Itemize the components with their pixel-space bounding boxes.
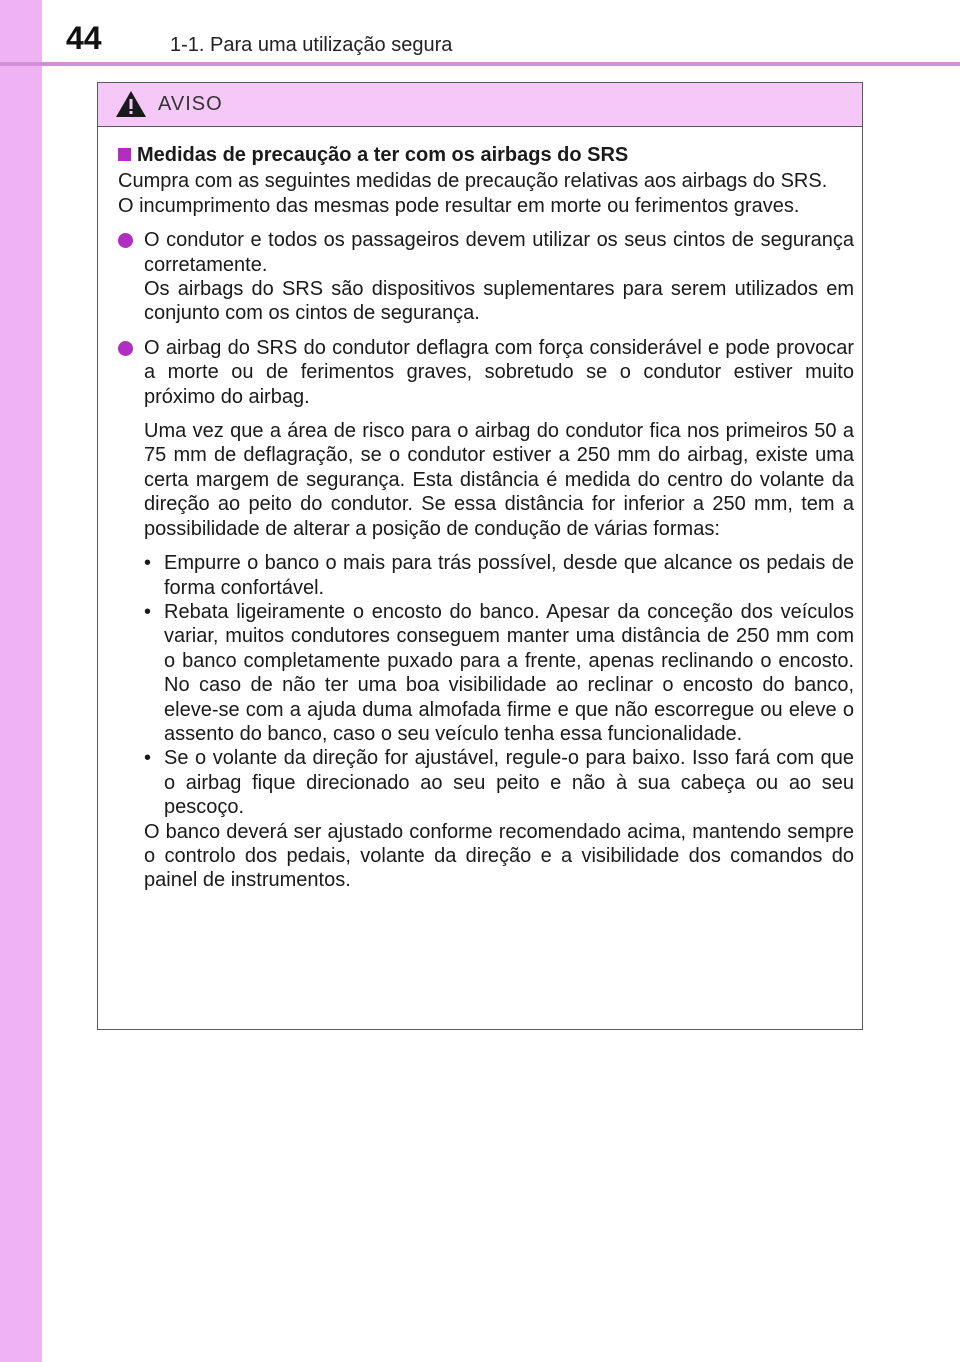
precaution-heading bbox=[118, 143, 854, 167]
precaution-heading-text: Medidas de precaução a ter com os airbags do SRS bbox=[137, 144, 629, 166]
sub-item-1-text: Empurre o banco o mais para trás possível, desde que alcance os pedais de forma confortável. bbox=[164, 552, 854, 599]
intro-line-1: Cumpra com as seguintes medidas de precaução relativas aos airbags do SRS. bbox=[118, 170, 828, 193]
sub-item-2-text: Rebata ligeiramente o encosto do banco. Apesar da conceção dos veículos variar, muitos condutores conseguem manter uma distância de 250 mm com o banco completamente puxado para a frente, apenas reclinando o encosto. No caso de não ter uma boa visibilidade ao reclinar o encosto do banco, eleve-se com a ajuda duma almofada firme e que não escorregue ou eleve o assento do banco, caso o seu veículo tenha essa funcionalidade. bbox=[164, 600, 854, 745]
round-bullet-icon bbox=[118, 233, 133, 248]
small-dot-icon: • bbox=[144, 747, 152, 770]
bullet-1-text-b: Os airbags do SRS são dispositivos suplementares para serem utilizados em conjunto com os cintos de segurança. bbox=[144, 278, 854, 325]
sub-list-item bbox=[118, 746, 854, 819]
sub-item-3-text: Se o volante da direção for ajustável, regule-o para baixo. Isso fará com que o airbag fique direcionado ao seu peito e não à sua cabeça ou ao seu pescoço. bbox=[164, 747, 854, 819]
bullet-1-text-a: O condutor e todos os passageiros devem utilizar os seus cintos de segurança corretamente. bbox=[144, 229, 854, 276]
round-bullet-icon bbox=[118, 341, 133, 356]
page-number: 44 bbox=[66, 20, 102, 56]
warning-label: AVISO bbox=[158, 93, 223, 115]
small-dot-icon: • bbox=[144, 600, 152, 623]
intro-line-2: O incumprimento das mesmas pode resultar em morte ou ferimentos graves. bbox=[118, 194, 800, 217]
list-item bbox=[118, 228, 854, 326]
small-dot-icon: • bbox=[144, 552, 152, 575]
closing-paragraph: O banco deverá ser ajustado conforme recomendado acima, mantendo sempre o controlo dos pedais, volante da direção e a visibilidade dos comandos do painel de instrumentos. bbox=[144, 820, 854, 892]
section-title: 1-1. Para uma utilização segura bbox=[170, 34, 453, 56]
warning-triangle-icon bbox=[115, 90, 147, 118]
header-rule bbox=[0, 62, 960, 66]
page-header bbox=[0, 0, 960, 66]
warning-box bbox=[97, 82, 863, 1030]
intro-paragraph bbox=[118, 169, 854, 218]
bullet-2-text: O airbag do SRS do condutor deflagra com força considerável e pode provocar a morte ou de ferimentos graves, sobretudo se o condutor estiver muito próximo do airbag. bbox=[144, 336, 854, 408]
detail-paragraph: Uma vez que a área de risco para o airbag do condutor fica nos primeiros 50 a 75 mm de deflagração, se o condutor estiver a 250 mm do airbag, existe uma certa margem de segurança. Esta distância é medida do centro do volante da direção ao peito do condutor. Se essa distância for inferior a 250 mm, tem a possibilidade de alterar a posição de condução de várias formas: bbox=[144, 420, 854, 540]
sub-list-item bbox=[118, 600, 854, 746]
square-bullet-icon bbox=[118, 148, 131, 161]
warning-header bbox=[98, 83, 862, 127]
warning-body bbox=[98, 127, 862, 893]
list-item bbox=[118, 336, 854, 409]
side-color-stripe bbox=[0, 0, 42, 1362]
sub-list-item bbox=[118, 551, 854, 600]
